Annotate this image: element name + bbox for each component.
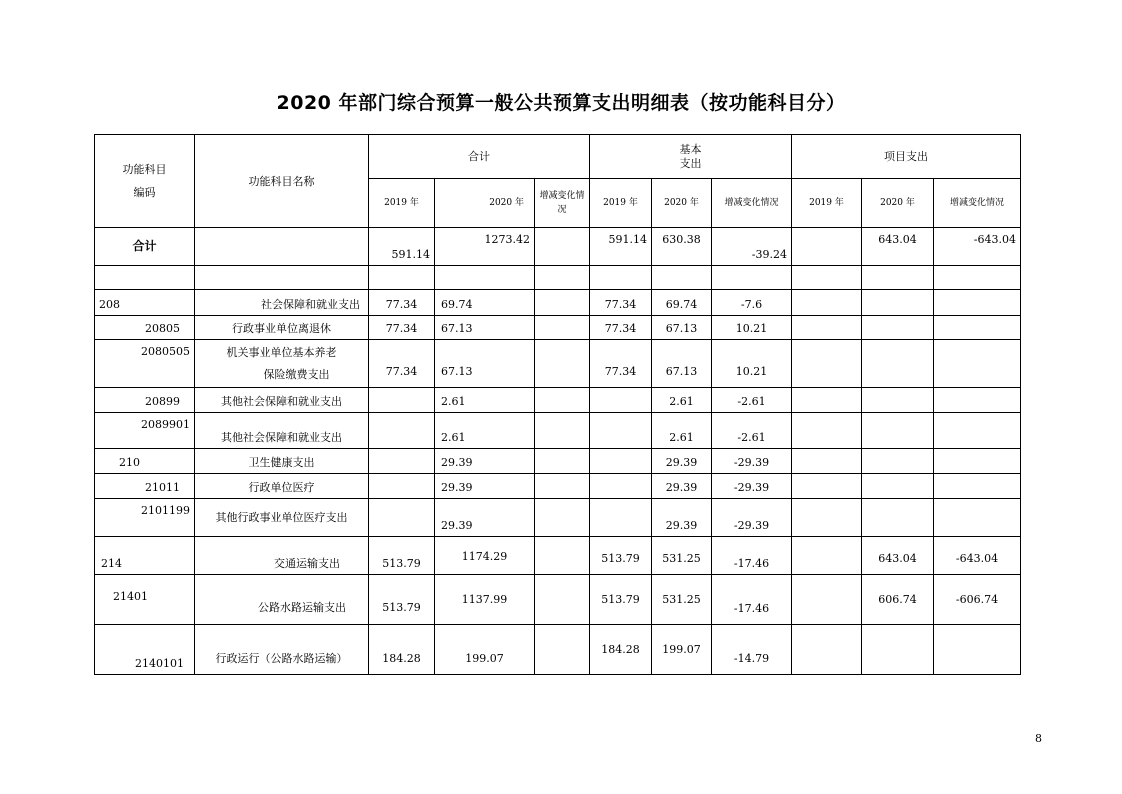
row-p2020 — [862, 340, 934, 388]
row-t2020: 29.39 — [435, 449, 535, 474]
row-b2019 — [590, 413, 652, 449]
row-code: 2089901 — [95, 413, 195, 449]
row-p2020 — [862, 499, 934, 537]
total-p2020: 643.04 — [862, 228, 934, 266]
row-bchg: -7.6 — [712, 290, 792, 316]
row-p2020: 606.74 — [862, 575, 934, 625]
row-b2020: 29.39 — [652, 474, 712, 499]
row-code: 214 — [95, 537, 195, 575]
row-p2020 — [862, 474, 934, 499]
row-t2020: 2.61 — [435, 413, 535, 449]
header-project-change: 增减变化情况 — [934, 179, 1021, 228]
row-b2020: 2.61 — [652, 413, 712, 449]
header-total-2019: 2019 年 — [369, 179, 435, 228]
row-t2020: 1137.99 — [435, 575, 535, 625]
row-p2020 — [862, 316, 934, 340]
total-b2019: 591.14 — [590, 228, 652, 266]
table-row — [95, 537, 1021, 575]
table-row-total — [95, 228, 1021, 266]
row-b2019: 184.28 — [590, 625, 652, 675]
row-t2019: 184.28 — [369, 625, 435, 675]
row-name: 行政单位医疗 — [195, 474, 369, 499]
row-t2019: 513.79 — [369, 575, 435, 625]
total-tchg — [535, 228, 590, 266]
row-p2020: 643.04 — [862, 537, 934, 575]
row-b2020: 531.25 — [652, 537, 712, 575]
row-pchg: -606.74 — [934, 575, 1021, 625]
row-t2020: 199.07 — [435, 625, 535, 675]
row-t2020: 2.61 — [435, 388, 535, 413]
header-total-2020: 2020 年 — [435, 179, 535, 228]
row-t2020: 67.13 — [435, 316, 535, 340]
header-total-change: 增减变化情况 — [535, 179, 590, 228]
row-t2019 — [369, 449, 435, 474]
header-basic-line1: 基本 — [679, 142, 702, 156]
row-bchg: -14.79 — [712, 625, 792, 675]
header-basic-change: 增减变化情况 — [712, 179, 792, 228]
header-basic — [590, 135, 792, 179]
header-code — [95, 135, 195, 228]
row-bchg: -29.39 — [712, 499, 792, 537]
row-pchg — [934, 340, 1021, 388]
header-row-1 — [95, 135, 1021, 179]
row-b2019: 513.79 — [590, 575, 652, 625]
header-basic-line2: 支出 — [679, 156, 702, 170]
row-code: 210 — [95, 449, 195, 474]
row-t2019: 513.79 — [369, 537, 435, 575]
row-pchg — [934, 290, 1021, 316]
row-b2020: 69.74 — [652, 290, 712, 316]
row-pchg — [934, 388, 1021, 413]
row-bchg: -2.61 — [712, 388, 792, 413]
row-code: 2140101 — [95, 625, 195, 675]
row-code: 21011 — [95, 474, 195, 499]
row-code: 2101199 — [95, 499, 195, 537]
header-project-2020: 2020 年 — [862, 179, 934, 228]
row-name: 其他行政事业单位医疗支出 — [195, 499, 369, 537]
row-b2020: 2.61 — [652, 388, 712, 413]
row-b2019 — [590, 474, 652, 499]
row-name: 社会保障和就业支出 — [195, 290, 369, 316]
row-code: 2080505 — [95, 340, 195, 388]
table-row — [95, 340, 1021, 388]
row-pchg — [934, 625, 1021, 675]
row-code: 20805 — [95, 316, 195, 340]
total-name-cell — [195, 228, 369, 266]
row-pchg: -643.04 — [934, 537, 1021, 575]
header-total: 合计 — [369, 135, 590, 179]
row-b2020: 29.39 — [652, 499, 712, 537]
row-t2020: 1174.29 — [435, 537, 535, 575]
total-t2019: 591.14 — [369, 228, 435, 266]
row-b2019: 77.34 — [590, 316, 652, 340]
page-number: 8 — [1035, 732, 1042, 745]
row-p2020 — [862, 625, 934, 675]
total-pchg: -643.04 — [934, 228, 1021, 266]
row-b2019: 77.34 — [590, 340, 652, 388]
row-name-line2: 保险缴费支出 — [263, 367, 330, 381]
total-label: 合计 — [95, 228, 195, 266]
row-b2020: 531.25 — [652, 575, 712, 625]
row-b2019: 77.34 — [590, 290, 652, 316]
row-t2019: 77.34 — [369, 316, 435, 340]
budget-table — [94, 134, 1021, 675]
row-bchg: -29.39 — [712, 449, 792, 474]
row-bchg: -17.46 — [712, 575, 792, 625]
row-pchg — [934, 449, 1021, 474]
header-code-line1: 功能科目 — [122, 163, 167, 176]
page-title: 2020 年部门综合预算一般公共预算支出明细表（按功能科目分） — [276, 92, 846, 114]
row-p2020 — [862, 388, 934, 413]
table-row-empty — [95, 266, 1021, 290]
total-b2020: 630.38 — [652, 228, 712, 266]
table-row — [95, 625, 1021, 675]
total-p2019 — [792, 228, 862, 266]
table-row — [95, 290, 1021, 316]
header-project: 项目支出 — [792, 135, 1021, 179]
row-p2020 — [862, 290, 934, 316]
row-bchg: -29.39 — [712, 474, 792, 499]
row-p2020 — [862, 449, 934, 474]
row-bchg: -2.61 — [712, 413, 792, 449]
row-t2019 — [369, 499, 435, 537]
row-pchg — [934, 316, 1021, 340]
header-basic-2019: 2019 年 — [590, 179, 652, 228]
header-name: 功能科目名称 — [195, 135, 369, 228]
row-name: 卫生健康支出 — [195, 449, 369, 474]
row-name: 其他社会保障和就业支出 — [195, 413, 369, 449]
table-row — [95, 413, 1021, 449]
row-code: 20899 — [95, 388, 195, 413]
row-t2020: 29.39 — [435, 499, 535, 537]
row-pchg — [934, 413, 1021, 449]
row-b2020: 67.13 — [652, 316, 712, 340]
table-row — [95, 316, 1021, 340]
row-bchg: 10.21 — [712, 340, 792, 388]
header-project-2019: 2019 年 — [792, 179, 862, 228]
row-name: 交通运输支出 — [195, 537, 369, 575]
row-t2019 — [369, 388, 435, 413]
table-row — [95, 575, 1021, 625]
table-row — [95, 449, 1021, 474]
table-row — [95, 388, 1021, 413]
row-t2019: 77.34 — [369, 340, 435, 388]
row-t2020: 67.13 — [435, 340, 535, 388]
row-t2020: 29.39 — [435, 474, 535, 499]
row-p2020 — [862, 413, 934, 449]
row-b2020: 29.39 — [652, 449, 712, 474]
table-row — [95, 474, 1021, 499]
row-t2019: 77.34 — [369, 290, 435, 316]
row-code: 208 — [95, 290, 195, 316]
row-bchg: 10.21 — [712, 316, 792, 340]
row-b2020: 199.07 — [652, 625, 712, 675]
total-bchg: -39.24 — [712, 228, 792, 266]
row-b2019 — [590, 499, 652, 537]
table-row — [95, 499, 1021, 537]
row-name: 其他社会保障和就业支出 — [195, 388, 369, 413]
row-t2019 — [369, 413, 435, 449]
row-pchg — [934, 499, 1021, 537]
row-name: 行政运行（公路水路运输） — [195, 625, 369, 675]
row-name-multiline — [195, 340, 369, 388]
row-b2019 — [590, 388, 652, 413]
header-code-line2: 编码 — [133, 186, 156, 199]
row-b2019 — [590, 449, 652, 474]
row-bchg: -17.46 — [712, 537, 792, 575]
row-name: 公路水路运输支出 — [195, 575, 369, 625]
row-t2019 — [369, 474, 435, 499]
row-pchg — [934, 474, 1021, 499]
row-b2020: 67.13 — [652, 340, 712, 388]
row-name: 行政事业单位离退休 — [195, 316, 369, 340]
row-code: 21401 — [95, 575, 195, 625]
total-t2020: 1273.42 — [435, 228, 535, 266]
row-t2020: 69.74 — [435, 290, 535, 316]
header-basic-2020: 2020 年 — [652, 179, 712, 228]
row-name-line1: 机关事业单位基本养老 — [226, 345, 337, 359]
row-b2019: 513.79 — [590, 537, 652, 575]
